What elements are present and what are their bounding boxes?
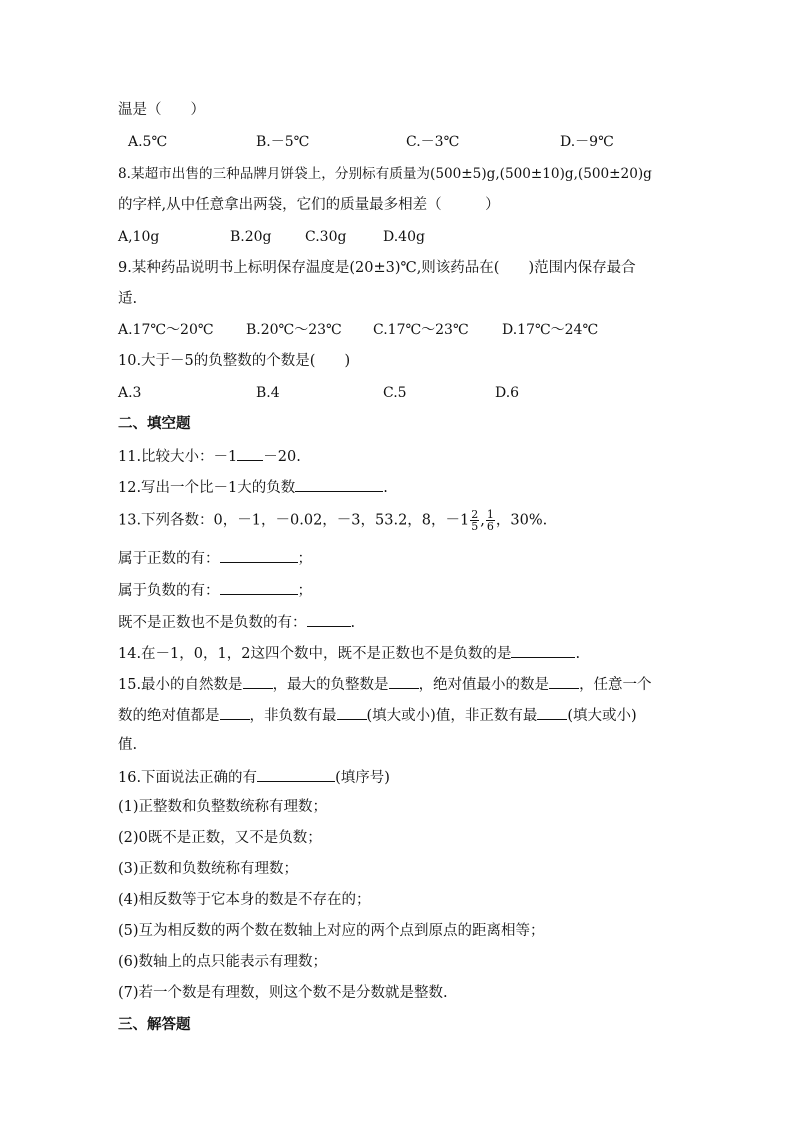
q7-stem-end: 温是（ ） xyxy=(118,102,205,118)
q9-option-d: D.17℃～24℃ xyxy=(502,322,599,338)
q9-option-a: A.17℃～20℃ xyxy=(118,322,214,338)
q7-option-c: C.－3℃ xyxy=(406,134,460,150)
q13-frac1-numerator: 2 xyxy=(471,508,479,521)
q13-neither-blank[interactable] xyxy=(307,611,351,627)
q10-option-b: B.4 xyxy=(256,385,280,401)
q13-frac2-denominator: 6 xyxy=(486,520,494,533)
q15-blank-3[interactable] xyxy=(549,673,579,689)
q16-item-1: (1)正整数和负整数统称有理数； xyxy=(118,799,328,815)
q16-item-3: (3)正数和负数统称有理数； xyxy=(118,861,299,877)
q12-answer-blank[interactable] xyxy=(295,476,383,492)
q14-answer-blank[interactable] xyxy=(511,642,575,658)
q8-option-b: B.20g xyxy=(230,229,272,245)
q13-frac2-numerator: 1 xyxy=(486,508,494,521)
q12-prefix: 12.写出一个比－1大的负数 xyxy=(118,480,296,496)
q9-option-b: B.20℃～23℃ xyxy=(246,322,342,338)
q10-stem: 10.大于－5的负整数的个数是( ) xyxy=(118,353,351,369)
q13-fraction-1-6 xyxy=(486,509,495,532)
q13-neither-label: 既不是正数也不是负数的有： xyxy=(118,615,307,631)
q7-option-d: D.－9℃ xyxy=(560,134,614,150)
section-heading-solve: 三、解答题 xyxy=(118,1017,191,1033)
q9-option-c: C.17℃～23℃ xyxy=(373,322,469,338)
q15-part-b: ，最大的负整数是 xyxy=(272,677,389,693)
q10-option-c: C.5 xyxy=(383,385,407,401)
q15-blank-1[interactable] xyxy=(243,673,273,689)
q8-option-a: A,10g xyxy=(118,229,160,245)
q13-positive-semicolon: ； xyxy=(297,551,312,567)
q9-stem-line1: 9.某种药品说明书上标明保存温度是(20±3)℃,则该药品在( )范围内保存最合 xyxy=(118,260,636,276)
q10-option-a: A.3 xyxy=(118,385,142,401)
q15-line3: 值. xyxy=(118,737,138,753)
q16-item-6: (6)数轴上的点只能表示有理数； xyxy=(118,954,328,970)
q7-option-a: A.5℃ xyxy=(128,134,168,150)
q7-option-b: B.－5℃ xyxy=(256,134,310,150)
q11 xyxy=(118,445,301,467)
q14 xyxy=(118,642,580,664)
q15-part-g: (填大或小)值，非正数有最 xyxy=(366,708,538,724)
q13-positive-label: 属于正数的有： xyxy=(118,551,220,567)
section-heading-fill-in: 二、填空题 xyxy=(118,416,191,432)
q16-suffix: (填序号) xyxy=(335,770,390,786)
q10-option-d: D.6 xyxy=(495,385,520,401)
q13-stem xyxy=(118,509,547,532)
q13-fraction-2-5 xyxy=(470,509,479,532)
q16-item-4: (4)相反数等于它本身的数是不存在的； xyxy=(118,892,371,908)
q12 xyxy=(118,476,388,498)
q9-stem-line2: 适. xyxy=(118,291,138,307)
q11-prefix: 11.比较大小：－1 xyxy=(118,449,238,465)
q15-blank-5[interactable] xyxy=(337,704,367,720)
q16-item-5: (5)互为相反数的两个数在数轴上对应的两个点到原点的距离相等； xyxy=(118,923,545,939)
q15-part-f: ，非负数有最 xyxy=(249,708,337,724)
q16-item-7: (7)若一个数是有理数，则这个数不是分数就是整数. xyxy=(118,985,448,1001)
q15-line1 xyxy=(118,673,652,695)
q11-suffix: －20. xyxy=(263,449,301,465)
q13-neither xyxy=(118,611,355,633)
q13-positive xyxy=(118,547,312,569)
q8-option-d: D.40g xyxy=(383,229,425,245)
q13-separator: , xyxy=(480,512,485,529)
q8-stem-line1: 8.某超市出售的三种品牌月饼袋上，分别标有质量为(500±5)g,(500±10)g,(500±20)g xyxy=(118,166,652,182)
q13-positive-blank[interactable] xyxy=(220,547,298,563)
q16-answer-blank[interactable] xyxy=(257,766,335,782)
q13-negative-semicolon: ； xyxy=(297,583,312,599)
q14-prefix: 14.在－1，0，1，2这四个数中，既不是正数也不是负数的是 xyxy=(118,646,512,662)
q16-item-2: (2)0既不是正数，又不是负数； xyxy=(118,830,322,846)
q13-negative-label: 属于负数的有： xyxy=(118,583,220,599)
q15-blank-4[interactable] xyxy=(220,704,250,720)
q12-suffix: . xyxy=(383,480,388,496)
q13-negative-blank[interactable] xyxy=(220,579,298,595)
q13-neither-period: . xyxy=(350,615,356,631)
q15-part-d: ，任意一个 xyxy=(579,677,652,693)
q15-part-h: (填大或小) xyxy=(567,708,637,724)
q15-part-c: ，绝对值最小的数是 xyxy=(418,677,550,693)
q11-answer-blank[interactable] xyxy=(237,445,263,461)
q15-part-e: 数的绝对值都是 xyxy=(118,708,220,724)
q15-line2 xyxy=(118,704,637,726)
q15-blank-6[interactable] xyxy=(537,704,567,720)
q8-stem-line2: 的字样,从中任意拿出两袋，它们的质量最多相差（ ） xyxy=(118,197,500,213)
q13-suffix: ，30%. xyxy=(495,512,548,529)
q13-frac1-denominator: 5 xyxy=(471,520,479,533)
q13-prefix: 13.下列各数：0，－1，－0.02，－3，53.2，8，－1 xyxy=(118,512,470,529)
q14-suffix: . xyxy=(575,646,581,662)
q13-negative xyxy=(118,579,312,601)
q15-blank-2[interactable] xyxy=(389,673,419,689)
q15-part-a: 15.最小的自然数是 xyxy=(118,677,243,693)
q16-stem xyxy=(118,766,390,788)
q8-option-c: C.30g xyxy=(305,229,347,245)
q16-prefix: 16.下面说法正确的有 xyxy=(118,770,258,786)
